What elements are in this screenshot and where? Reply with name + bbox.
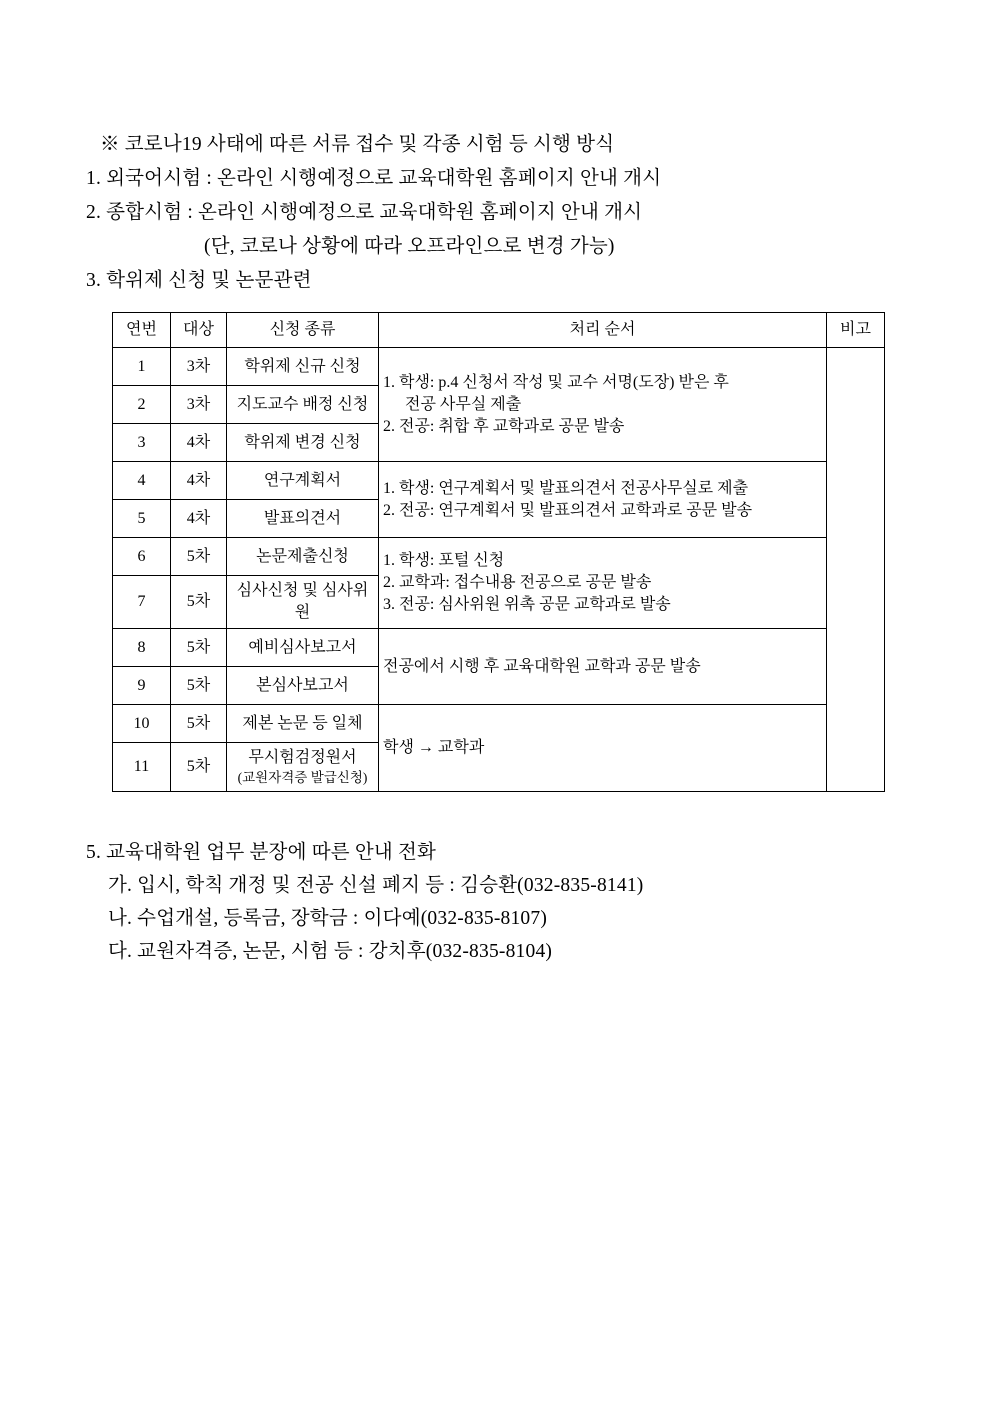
cell-no: 2 — [113, 386, 171, 424]
cell-kind-main: 무시험검정원서 — [248, 749, 357, 766]
cell-target: 5차 — [171, 629, 227, 667]
cell-kind-sub: (교원자격증 발급신청) — [237, 770, 368, 785]
process-line: 학생 → 교학과 — [383, 739, 485, 756]
cell-kind: 연구계획서 — [227, 462, 379, 500]
table-row — [113, 538, 885, 576]
process-line: 2. 전공: 연구계획서 및 발표의견서 교학과로 공문 발송 — [383, 501, 753, 519]
cell-kind: 학위제 변경 신청 — [227, 424, 379, 462]
cell-remark — [827, 348, 885, 792]
list-item-comprehensive-exam: 2. 종합시험 : 온라인 시행예정으로 교육대학원 홈페이지 안내 개시 — [86, 202, 643, 223]
cell-process-group-2 — [379, 462, 827, 538]
process-line: 1. 학생: 연구계획서 및 발표의견서 전공사무실로 제출 — [383, 479, 749, 497]
process-line: 2. 전공: 취합 후 교학과로 공문 발송 — [383, 417, 625, 435]
cell-process-group-4 — [379, 629, 827, 705]
column-header-remark: 비고 — [827, 313, 885, 348]
cell-kind: 발표의견서 — [227, 500, 379, 538]
table-row — [113, 348, 885, 386]
contact-tuition: 나. 수업개설, 등록금, 장학금 : 이다예(032-835-8107) — [108, 908, 548, 929]
process-line: 3. 전공: 심사위원 위촉 공문 교학과로 발송 — [383, 596, 671, 613]
list-item-foreign-language-exam: 1. 외국어시험 : 온라인 시행예정으로 교육대학원 홈페이지 안내 개시 — [86, 168, 662, 189]
column-header-target: 대상 — [171, 313, 227, 348]
document-content — [86, 128, 906, 968]
contact-admissions: 가. 입시, 학칙 개정 및 전공 신설 폐지 등 : 김승환(032-835-8141) — [108, 875, 644, 896]
cell-process-group-3 — [379, 538, 827, 629]
process-line: 1. 학생: p.4 신청서 작성 및 교수 서명(도장) 받은 후 — [383, 373, 729, 391]
cell-kind: 제본 논문 등 일체 — [227, 705, 379, 743]
cell-target: 3차 — [171, 386, 227, 424]
cell-process-group-5 — [379, 705, 827, 792]
cell-no: 4 — [113, 462, 171, 500]
column-header-kind: 신청 종류 — [227, 313, 379, 348]
header-note: ※ 코로나19 사태에 따른 서류 접수 및 각종 시험 등 시행 방식 — [100, 134, 615, 155]
cell-target: 3차 — [171, 348, 227, 386]
column-header-process: 처리 순서 — [379, 313, 827, 348]
cell-target: 5차 — [171, 743, 227, 792]
cell-no: 3 — [113, 424, 171, 462]
cell-no: 8 — [113, 629, 171, 667]
table-row — [113, 629, 885, 667]
cell-kind: 심사신청 및 심사위원 — [227, 576, 379, 629]
table-header-row — [113, 313, 885, 348]
table-row — [113, 705, 885, 743]
cell-target: 5차 — [171, 667, 227, 705]
cell-no: 7 — [113, 576, 171, 629]
cell-target: 4차 — [171, 424, 227, 462]
process-line: 2. 교학과: 접수내용 전공으로 공문 발송 — [383, 574, 652, 591]
cell-target: 4차 — [171, 462, 227, 500]
list-item-degree-thesis: 3. 학위제 신청 및 논문관련 — [86, 270, 312, 291]
cell-kind: 본심사보고서 — [227, 667, 379, 705]
footer-section — [86, 836, 906, 968]
cell-process-group-1 — [379, 348, 827, 462]
cell-no: 10 — [113, 705, 171, 743]
cell-target: 4차 — [171, 500, 227, 538]
cell-kind: 지도교수 배정 신청 — [227, 386, 379, 424]
cell-kind: 예비심사보고서 — [227, 629, 379, 667]
cell-no: 11 — [113, 743, 171, 792]
cell-no: 5 — [113, 500, 171, 538]
cell-kind: 학위제 신규 신청 — [227, 348, 379, 386]
list-item-note-offline: (단, 코로나 상황에 따라 오프라인으로 변경 가능) — [204, 236, 615, 257]
process-line: 1. 학생: 포털 신청 — [383, 552, 505, 569]
cell-no: 9 — [113, 667, 171, 705]
process-line: 전공 사무실 제출 — [405, 395, 522, 413]
procedure-table — [112, 312, 885, 792]
footer-title: 5. 교육대학원 업무 분장에 따른 안내 전화 — [86, 842, 437, 863]
cell-no: 6 — [113, 538, 171, 576]
cell-target: 5차 — [171, 576, 227, 629]
process-line: 전공에서 시행 후 교육대학원 교학과 공문 발송 — [383, 657, 701, 675]
table-row — [113, 462, 885, 500]
cell-target: 5차 — [171, 538, 227, 576]
column-header-no: 연번 — [113, 313, 171, 348]
cell-kind: 논문제출신청 — [227, 538, 379, 576]
cell-target: 5차 — [171, 705, 227, 743]
cell-kind — [227, 743, 379, 792]
cell-no: 1 — [113, 348, 171, 386]
contact-certification: 다. 교원자격증, 논문, 시험 등 : 강치후(032-835-8104) — [108, 941, 553, 962]
